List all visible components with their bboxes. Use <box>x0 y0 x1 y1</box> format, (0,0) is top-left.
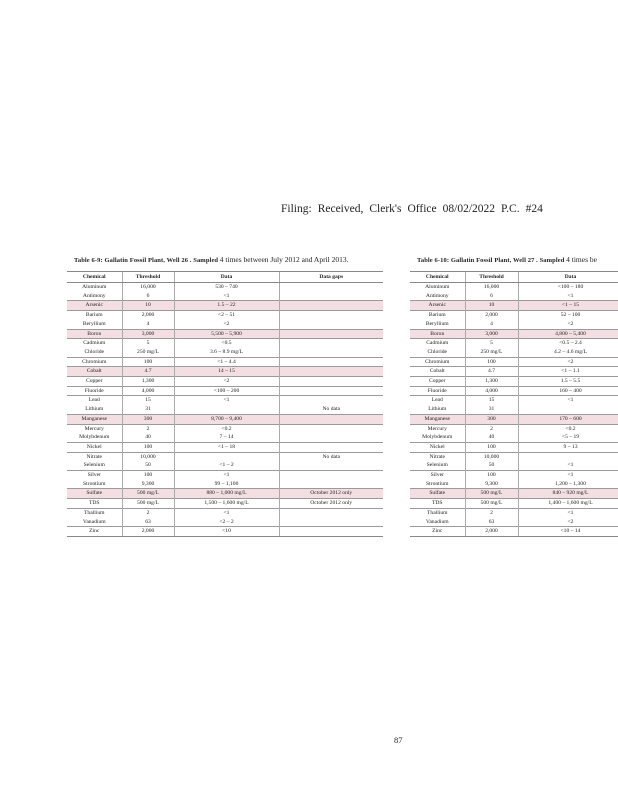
table2-row <box>410 311 618 320</box>
table1-cell-data-gaps <box>279 424 383 433</box>
table1-cell-data <box>174 405 279 414</box>
table1-row <box>67 508 383 517</box>
table1-row <box>67 339 383 348</box>
table1-row <box>67 377 383 387</box>
table1-cell-data-gaps <box>279 442 383 452</box>
table1-cell-chemical: Boron <box>67 329 122 339</box>
table1-cell-chemical: Manganese <box>67 414 122 424</box>
table2-cell-threshold: 15 <box>465 396 518 405</box>
table1-cell-data: 530 – 740 <box>174 283 279 292</box>
table1-cell-chemical: Thallium <box>67 508 122 517</box>
table1-row <box>67 348 383 357</box>
table2-cell-threshold: 3,000 <box>465 329 518 339</box>
table1-header-threshold: Threshold <box>122 272 174 283</box>
table1-cell-chemical: TDS <box>67 499 122 509</box>
table2-row <box>410 471 618 480</box>
table1-cell-threshold: 4 <box>122 320 174 329</box>
table2-cell-threshold: 2,000 <box>465 527 518 537</box>
table1-cell-data-gaps <box>279 357 383 367</box>
table2-cell-data: 4.2 – 4.6 mg/L <box>518 348 618 357</box>
table1-cell-threshold: 2,000 <box>122 311 174 320</box>
table2-row <box>410 320 618 329</box>
table1-row <box>67 442 383 452</box>
table2-row <box>410 499 618 509</box>
table1-cell-chemical: Mercury <box>67 424 122 433</box>
table2-cell-data: <1 <box>518 396 618 405</box>
table2-body <box>410 283 618 537</box>
table2-row <box>410 283 618 292</box>
table2-cell-threshold: 50 <box>465 461 518 470</box>
table2-cell-chemical: Thallium <box>410 508 465 517</box>
table2-cell-threshold: 31 <box>465 405 518 414</box>
table1-cell-data: <1 – 18 <box>174 442 279 452</box>
table2-row <box>410 292 618 301</box>
table1-cell-data-gaps <box>279 320 383 329</box>
table1-row <box>67 367 383 377</box>
table1-cell-chemical: Chloride <box>84 348 105 355</box>
table1-cell-data-gaps: October 2012 only <box>279 499 383 509</box>
table2-cell-chemical: Copper <box>410 377 465 387</box>
table2-row <box>410 518 618 527</box>
table2-caption-bold: Table 6-10: Gallatin Fossil Plant, Well 27 . Sampled <box>417 257 565 264</box>
table2-cell-chemical: Barium <box>410 311 465 320</box>
table2-cell-threshold: 1,300 <box>465 377 518 387</box>
table2-cell-chemical: Lead <box>410 396 465 405</box>
table1-cell-data-gaps: October 2012 only <box>279 489 383 499</box>
page-number: 87 <box>394 735 403 745</box>
table2-cell-threshold: 2,000 <box>465 311 518 320</box>
table1-cell-threshold: 10 <box>122 301 174 311</box>
table1-cell-chemical: Cobalt <box>67 367 122 377</box>
table2-cell-threshold: 9,300 <box>465 480 518 489</box>
table1-cell-data: <100 – 200 <box>174 386 279 396</box>
table1-row <box>67 518 383 527</box>
table2-cell-threshold: 16,000 <box>465 283 518 292</box>
table1-cell-data: <2 <box>174 320 279 329</box>
table2-row <box>410 414 618 424</box>
table2-cell-data: <0.2 <box>518 424 618 433</box>
table2-cell-threshold: 300 <box>465 414 518 424</box>
filing-word: Filing: <box>281 203 312 215</box>
table2-row <box>410 329 618 339</box>
table1-cell-chemical: Barium <box>67 311 122 320</box>
table1-cell-chemical: Copper <box>67 377 122 387</box>
table1-cell-chemical: Silver <box>67 471 122 480</box>
table2-row <box>410 452 618 461</box>
table2-cell-chemical: Cadmium <box>410 339 465 348</box>
table1-cell-data-gaps <box>279 329 383 339</box>
table2-cell-threshold: 6 <box>465 292 518 301</box>
table2-cell-data: 840 – 920 mg/L <box>518 489 618 499</box>
table2-cell-threshold: 100 <box>465 471 518 480</box>
table1-row <box>67 452 383 461</box>
table2-cell-chemical: Beryllium <box>425 320 449 327</box>
table1-cell-data: <1 – 4.4 <box>174 357 279 367</box>
table1-row <box>67 292 383 301</box>
table1-cell-threshold: 4,000 <box>122 386 174 396</box>
table1-cell-data-gaps <box>279 396 383 405</box>
table1-cell-data-gaps <box>279 518 383 527</box>
table1-cell-data: <1 – 2 <box>174 461 279 470</box>
table1-cell-data-gaps <box>279 471 383 480</box>
table1-cell-chemical: Nickel <box>67 442 122 452</box>
table1-cell-data-gaps <box>279 527 383 537</box>
table1-header-row <box>67 272 383 283</box>
table1-cell-data-gaps <box>279 367 383 377</box>
table1-cell-threshold: 500 mg/L <box>122 499 174 509</box>
table1-cell-data: 880 – 1,000 mg/L <box>174 489 279 499</box>
filing-word: P.C. <box>501 203 520 215</box>
table1-cell-data-gaps <box>279 339 383 348</box>
table2-cell-threshold: 500 mg/L <box>465 499 518 509</box>
table2-cell-data: 9 – 13 <box>518 442 618 452</box>
table1-cell-chemical: Lead <box>67 396 122 405</box>
table2-cell-data: <0.5 – 2.4 <box>518 339 618 348</box>
table2-cell-data: 1.5 – 5.5 <box>518 377 618 387</box>
table2 <box>410 271 618 537</box>
table2-cell-data: <2 <box>518 357 618 367</box>
table1-cell-chemical: Arsenic <box>67 301 122 311</box>
table1-cell-threshold: 2 <box>122 508 174 517</box>
table2-cell-data: 170 – 600 <box>518 414 618 424</box>
table2-header-row <box>410 272 618 283</box>
table1-cell-threshold: 100 <box>122 442 174 452</box>
table2-cell-data: 1,400 – 1,600 mg/L <box>518 499 618 509</box>
table1-cell-threshold: 100 <box>122 471 174 480</box>
table1-header-data-gaps: Data gaps <box>279 272 383 283</box>
table2-cell-threshold: 4 <box>465 320 518 329</box>
table2-cell-chemical: Zinc <box>410 527 465 537</box>
table2-cell-threshold: 2 <box>465 508 518 517</box>
table2-row <box>410 405 618 414</box>
table2-row <box>410 301 618 311</box>
table2-cell-threshold: 10,000 <box>465 452 518 461</box>
table2-cell-data: <1 – 15 <box>518 301 618 311</box>
table1-caption-bold: Table 6-9: Gallatin Fossil Plant, Well 26 . Sampled <box>74 257 219 264</box>
table1-cell-chemical: Lithium <box>85 406 104 413</box>
table2-row <box>410 396 618 405</box>
table1-cell-chemical: Molybdenum <box>79 434 110 441</box>
table2-cell-chemical: Molybdenum <box>422 434 453 441</box>
table2-row <box>410 424 618 433</box>
table2-cell-data: <5 – 19 <box>518 433 618 442</box>
table1-cell-chemical: Chromium <box>67 357 122 367</box>
table1-cell-chemical: Cadmium <box>67 339 122 348</box>
table2-cell-chemical: Selenium <box>426 462 448 469</box>
filing-word: Received, <box>317 203 364 215</box>
table1-header-chemical: Chemical <box>67 272 122 283</box>
table2-cell-chemical: Boron <box>410 329 465 339</box>
table1-cell-data: <2 <box>174 377 279 387</box>
table2-cell-data <box>518 452 618 461</box>
table1-cell-threshold: 500 mg/L <box>122 489 174 499</box>
table1-cell-threshold: 6 <box>122 292 174 301</box>
table1-cell-data-gaps: No data <box>279 452 383 461</box>
table2-cell-threshold: 4,000 <box>465 386 518 396</box>
table1 <box>67 271 383 537</box>
table1-cell-threshold: 250 mg/L <box>122 348 174 357</box>
filing-word: 08/02/2022 <box>442 203 496 215</box>
table2-cell-chemical: Antimony <box>425 292 449 299</box>
table2-header-chemical: Chemical <box>410 272 465 283</box>
table1-cell-chemical: Beryllium <box>82 320 106 327</box>
table1-cell-data: 5,500 – 5,900 <box>174 329 279 339</box>
table2-cell-data: <1 – 1.1 <box>518 367 618 377</box>
table1-row <box>67 329 383 339</box>
table2-row <box>410 489 618 499</box>
table1-cell-data-gaps <box>279 480 383 489</box>
table2-cell-chemical: Mercury <box>410 424 465 433</box>
table2-cell-data: 160 – 400 <box>518 386 618 396</box>
table1-cell-data: 1.5 – 22 <box>174 301 279 311</box>
table2-cell-chemical: Chloride <box>427 348 448 355</box>
table1-cell-data: 14 – 15 <box>174 367 279 377</box>
table1-caption-rest: 4 times between July 2012 and April 2013. <box>219 255 349 264</box>
table2-cell-data: 1,200 – 1,300 <box>518 480 618 489</box>
table1-cell-data-gaps <box>279 292 383 301</box>
table2-cell-threshold: 10 <box>465 301 518 311</box>
table1-cell-chemical: Nitrate <box>67 452 122 461</box>
table1-cell-data: <0.2 <box>174 424 279 433</box>
table1-cell-chemical: Aluminum <box>82 284 107 290</box>
table1-cell-data: <1 <box>174 471 279 480</box>
filing-word: Office <box>407 203 437 215</box>
table1-header-data: Data <box>174 272 279 283</box>
table2-row <box>410 527 618 537</box>
table2-caption-rest: 4 times be <box>566 255 597 264</box>
table1-body <box>67 283 383 537</box>
table2-row <box>410 339 618 348</box>
table2-row <box>410 433 618 442</box>
table1-cell-chemical: Vanadium <box>82 518 106 525</box>
table2-header-data: Data <box>518 272 618 283</box>
table2-cell-chemical: Nitrate <box>410 452 465 461</box>
table2-row <box>410 480 618 489</box>
table1-cell-data-gaps <box>279 283 383 292</box>
table1-cell-data-gaps <box>279 461 383 470</box>
table2-header-threshold: Threshold <box>465 272 518 283</box>
table2-cell-threshold: 250 mg/L <box>465 348 518 357</box>
table1-cell-data-gaps <box>279 348 383 357</box>
table1-cell-data-gaps <box>279 386 383 396</box>
table1-row <box>67 424 383 433</box>
table2-cell-chemical: Vanadium <box>425 518 449 525</box>
table2-cell-chemical: Lithium <box>428 406 447 413</box>
table1-row <box>67 414 383 424</box>
table2-cell-data: <1 <box>518 461 618 470</box>
table1-row <box>67 461 383 470</box>
table1-row <box>67 471 383 480</box>
table2-row <box>410 357 618 367</box>
table1-cell-threshold: 9,300 <box>122 480 174 489</box>
table1-cell-threshold: 100 <box>122 357 174 367</box>
table1-cell-data: 8,700 – 9,400 <box>174 414 279 424</box>
filing-word: #24 <box>525 203 543 215</box>
table1-cell-data-gaps <box>279 311 383 320</box>
table1-cell-data: <2 – 51 <box>174 311 279 320</box>
table2-cell-chemical: Manganese <box>410 414 465 424</box>
table1-row <box>67 489 383 499</box>
table1-cell-data: 3.6 – 8.9 mg/L <box>174 348 279 357</box>
table1-cell-data: <2 – 2 <box>174 518 279 527</box>
table2-caption <box>417 255 618 264</box>
table2-cell-data: <2 <box>518 518 618 527</box>
table1-cell-chemical: Zinc <box>67 527 122 537</box>
table1-row <box>67 357 383 367</box>
table1-cell-threshold: 40 <box>122 433 174 442</box>
table1-row <box>67 283 383 292</box>
table1-cell-data: 99 – 1,100 <box>174 480 279 489</box>
table2-cell-data: 4,800 – 5,400 <box>518 329 618 339</box>
table2-cell-chemical: Sulfate <box>410 489 465 499</box>
table2-row <box>410 377 618 387</box>
table1-cell-chemical: Selenium <box>83 462 105 469</box>
table1-cell-threshold: 63 <box>122 518 174 527</box>
table1-cell-threshold: 2,000 <box>122 527 174 537</box>
table2-row <box>410 461 618 470</box>
table1-cell-threshold: 2 <box>122 424 174 433</box>
table1-cell-chemical: Antimony <box>82 292 106 299</box>
table2-row <box>410 348 618 357</box>
table2-cell-data: <100 – 180 <box>518 283 618 292</box>
table1-cell-data: <1 <box>174 508 279 517</box>
table2-container <box>410 271 618 537</box>
table2-row <box>410 367 618 377</box>
table2-row <box>410 386 618 396</box>
table1-cell-threshold: 300 <box>122 414 174 424</box>
table1-cell-data: <0.5 <box>174 339 279 348</box>
table2-cell-data <box>518 405 618 414</box>
table1-cell-threshold: 16,000 <box>122 283 174 292</box>
table1-row <box>67 480 383 489</box>
table2-cell-threshold: 100 <box>465 357 518 367</box>
table2-cell-chemical: Arsenic <box>410 301 465 311</box>
table1-cell-data-gaps <box>279 414 383 424</box>
table1-cell-threshold: 15 <box>122 396 174 405</box>
table1-container <box>67 271 383 537</box>
table1-cell-threshold: 1,300 <box>122 377 174 387</box>
table2-cell-chemical: TDS <box>410 499 465 509</box>
table1-cell-data-gaps: No data <box>279 405 383 414</box>
table1-cell-threshold: 4.7 <box>122 367 174 377</box>
table1-cell-threshold: 50 <box>122 461 174 470</box>
table1-row <box>67 499 383 509</box>
table2-cell-chemical: Aluminum <box>425 284 450 290</box>
table1-cell-data: <1 <box>174 292 279 301</box>
table1-cell-threshold: 5 <box>122 339 174 348</box>
table2-cell-chemical: Fluoride <box>410 386 465 396</box>
table1-cell-data-gaps <box>279 377 383 387</box>
table2-cell-chemical: Chromium <box>410 357 465 367</box>
table2-cell-threshold: 40 <box>465 433 518 442</box>
table1-cell-threshold: 3,000 <box>122 329 174 339</box>
table1-cell-data: 7 – 14 <box>174 433 279 442</box>
table2-cell-data: <1 <box>518 292 618 301</box>
table2-cell-chemical: Silver <box>410 471 465 480</box>
table2-cell-chemical: Cobalt <box>410 367 465 377</box>
table2-cell-threshold: 100 <box>465 442 518 452</box>
table2-cell-threshold: 500 mg/L <box>465 489 518 499</box>
table2-cell-data: <10 – 14 <box>518 527 618 537</box>
table2-cell-threshold: 63 <box>465 518 518 527</box>
table2-row <box>410 442 618 452</box>
table1-cell-data: 1,500 – 1,600 mg/L <box>174 499 279 509</box>
table2-cell-threshold: 4.7 <box>465 367 518 377</box>
table1-cell-chemical: Sulfate <box>67 489 122 499</box>
table1-row <box>67 527 383 537</box>
table1-cell-chemical: Strontium <box>83 480 106 487</box>
table1-row <box>67 311 383 320</box>
table1-cell-chemical: Fluoride <box>67 386 122 396</box>
table1-cell-data: <1 <box>174 396 279 405</box>
table2-cell-chemical: Strontium <box>426 480 449 487</box>
table1-cell-data: <10 <box>174 527 279 537</box>
table1-row <box>67 320 383 329</box>
table1-cell-data-gaps <box>279 301 383 311</box>
table2-cell-data: <1 <box>518 471 618 480</box>
filing-stamp <box>281 203 611 215</box>
table2-cell-data: <1 <box>518 508 618 517</box>
table2-cell-threshold: 5 <box>465 339 518 348</box>
table1-caption <box>74 255 349 264</box>
table1-cell-threshold: 31 <box>122 405 174 414</box>
table1-row <box>67 386 383 396</box>
table1-cell-threshold: 10,000 <box>122 452 174 461</box>
table2-cell-chemical: Nickel <box>410 442 465 452</box>
table1-cell-data <box>174 452 279 461</box>
table2-row <box>410 508 618 517</box>
filing-word: Clerk's <box>369 203 402 215</box>
table2-cell-data: 52 – 100 <box>518 311 618 320</box>
table1-row <box>67 405 383 414</box>
table1-row <box>67 396 383 405</box>
table2-cell-data: <2 <box>518 320 618 329</box>
table1-cell-data-gaps <box>279 508 383 517</box>
table1-row <box>67 301 383 311</box>
table1-row <box>67 433 383 442</box>
table2-cell-threshold: 2 <box>465 424 518 433</box>
table1-cell-data-gaps <box>279 433 383 442</box>
